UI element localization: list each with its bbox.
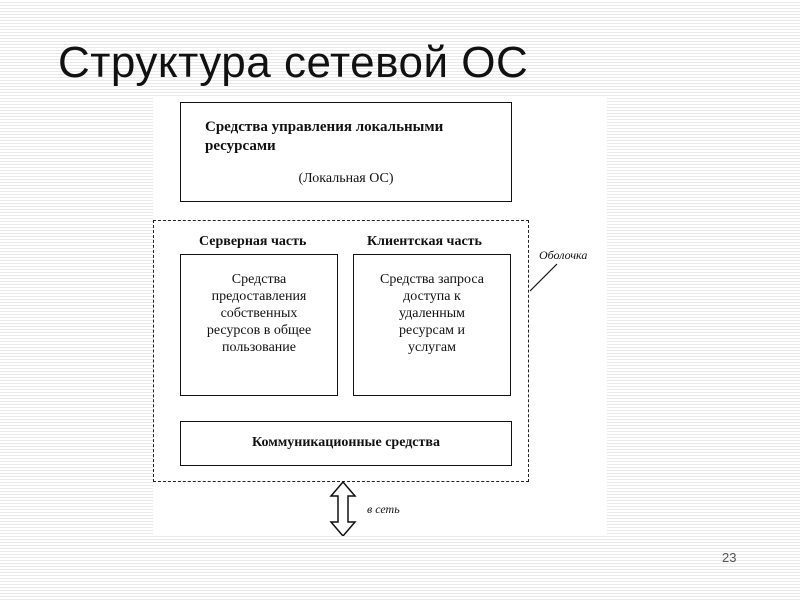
communication-text: Коммуникационные средства bbox=[252, 435, 440, 450]
local-os-subtitle: (Локальная ОС) bbox=[298, 171, 394, 186]
shell-label: Оболочка bbox=[539, 248, 588, 262]
slide-title: Структура сетевой ОС bbox=[58, 38, 529, 87]
server-part-text: Средства предоставления собственных ресурсов в общее пользование bbox=[206, 272, 312, 355]
page-number: 23 bbox=[722, 550, 737, 565]
network-label: в сеть bbox=[367, 502, 400, 516]
client-part-text: Средства запроса доступа к удаленным ресурсам и услугам bbox=[380, 272, 484, 355]
client-part-label: Клиентская часть bbox=[367, 234, 482, 249]
server-part-label: Серверная часть bbox=[199, 234, 307, 249]
shell-pointer-line bbox=[530, 264, 557, 291]
network-os-structure-diagram bbox=[153, 96, 607, 536]
bidirectional-network-arrow bbox=[331, 482, 355, 536]
local-os-title: Средства управления локальными ресурсами bbox=[205, 119, 444, 154]
diagram-connectors bbox=[153, 96, 607, 536]
